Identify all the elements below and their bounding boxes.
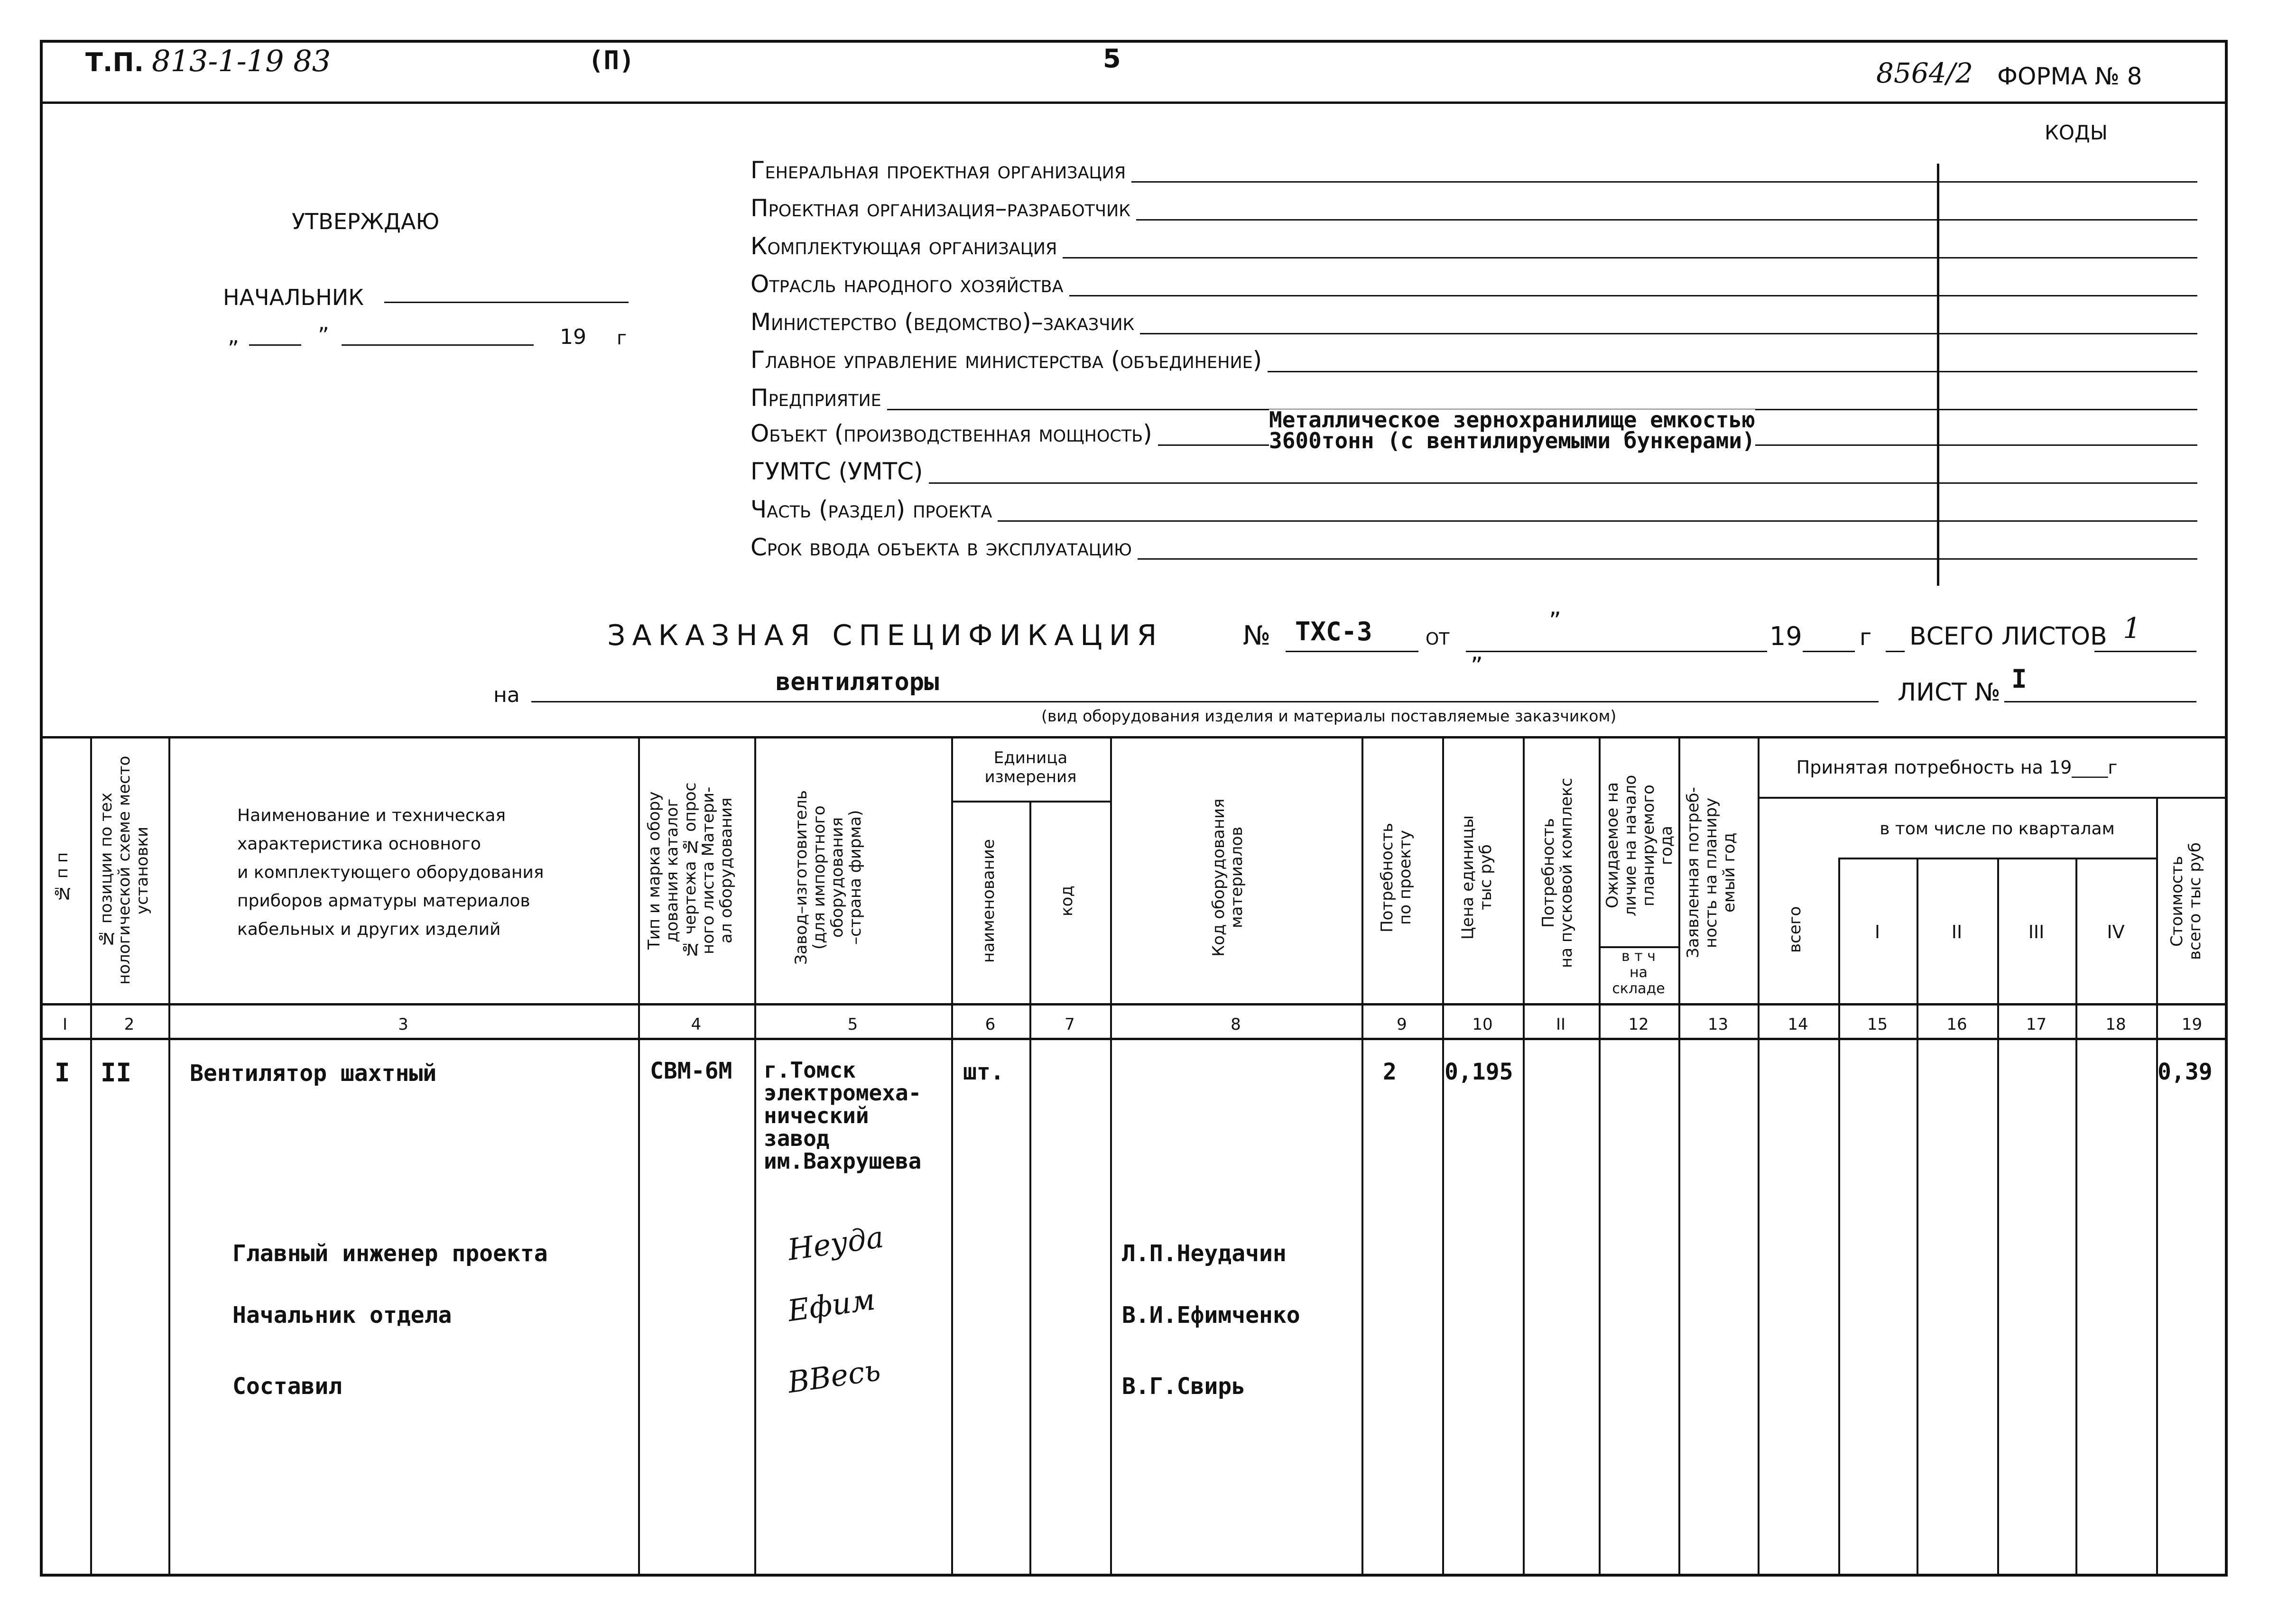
signature-name: В.Г.Свирь bbox=[1122, 1373, 1246, 1400]
hdr-unit bbox=[951, 748, 1110, 786]
table-header-bottom bbox=[40, 1003, 2228, 1006]
hdr-c5-line: оборудования bbox=[828, 817, 847, 938]
sheets-line bbox=[2094, 651, 2196, 652]
codes-divider bbox=[1937, 164, 1939, 586]
column-number: 12 bbox=[1628, 1015, 1649, 1034]
signature-name: В.И.Ефимченко bbox=[1122, 1302, 1300, 1329]
row-maker bbox=[764, 1059, 921, 1172]
column-number: 4 bbox=[691, 1015, 702, 1034]
hdr-c12-line: года bbox=[1657, 826, 1676, 866]
spec-date-line bbox=[1466, 651, 1767, 652]
spec-title: ЗАКАЗНАЯ СПЕЦИФИКАЦИЯ bbox=[607, 619, 1164, 652]
hdr-c13-line: емый год bbox=[1720, 832, 1739, 913]
hdr-c5 bbox=[792, 759, 916, 996]
row-maker-line: электромеха- bbox=[764, 1080, 922, 1106]
row-price: 0,195 bbox=[1445, 1059, 1513, 1085]
hdr-c10-line: тыс руб bbox=[1476, 844, 1495, 911]
hdr-c9-line: по проекту bbox=[1396, 830, 1415, 925]
signature-role: Составил bbox=[232, 1373, 343, 1400]
column-number: 8 bbox=[1231, 1015, 1241, 1034]
field-value: Металлическое зернохранилище емкостью bbox=[1269, 407, 1755, 433]
column-number: II bbox=[1556, 1015, 1566, 1034]
col-line bbox=[754, 736, 756, 1577]
hdr-c19-line: всего тыс руб bbox=[2186, 842, 2204, 960]
hdr-c11 bbox=[1539, 749, 1587, 996]
field-label: Объект (производственная мощность) bbox=[750, 420, 1158, 447]
signature-name: Л.П.Неудачин bbox=[1122, 1240, 1287, 1267]
hdr-quarters: в том числе по кварталам bbox=[1880, 819, 2115, 839]
hdr-c8-line: материалов bbox=[1227, 826, 1246, 929]
hdr-c8-line: Код оборудования bbox=[1209, 798, 1228, 957]
hdr-c14: всего bbox=[1786, 906, 1805, 953]
hdr-c11-line: на пусковой комплекс bbox=[1557, 777, 1576, 968]
field-label: Проектная организация–разработчик bbox=[750, 194, 1136, 222]
hdr-c13-line: ность на планиру bbox=[1702, 797, 1721, 948]
column-number: 19 bbox=[2181, 1015, 2203, 1034]
col-line bbox=[1442, 736, 1444, 1577]
hdr-c5-line: (для импортного bbox=[810, 805, 829, 950]
spec-no-value[interactable]: ТХС-3 bbox=[1295, 617, 1372, 646]
approve-chief: НАЧАЛЬНИК bbox=[223, 285, 364, 310]
column-number: 5 bbox=[847, 1015, 858, 1034]
col-line bbox=[1599, 736, 1601, 1577]
hdr-c4-line: ал оборудования bbox=[717, 797, 736, 943]
hdr-accepted: Принятая потребность на 19____г bbox=[1796, 757, 2118, 778]
hdr-c19-line: Стоимость bbox=[2167, 856, 2186, 947]
col-line bbox=[1110, 736, 1112, 1577]
row-unit: шт. bbox=[963, 1059, 1004, 1085]
hdr-c4-line: № чертежа № опрос bbox=[681, 782, 700, 959]
hdr-c12-line: личие на начало bbox=[1621, 775, 1640, 916]
hdr-unit-line: измерения bbox=[984, 767, 1077, 786]
day-line bbox=[249, 344, 301, 346]
hdr-c8 bbox=[1210, 759, 1257, 996]
na-value[interactable]: вентиляторы bbox=[776, 668, 939, 696]
hdr-quarter: III bbox=[2028, 922, 2045, 942]
hdr-unit-line: Единица bbox=[993, 748, 1068, 767]
accepted-divider bbox=[1758, 797, 2228, 799]
quote-open: „ bbox=[228, 323, 239, 348]
column-number: 13 bbox=[1707, 1015, 1729, 1034]
sheets-value: 1 bbox=[2123, 612, 2141, 645]
row-pos: II bbox=[101, 1058, 132, 1088]
hdr-c13 bbox=[1684, 749, 1753, 996]
spec-ot: от bbox=[1426, 622, 1450, 651]
hdr-c13-line: Заявленная потреб- bbox=[1684, 787, 1703, 959]
col-line bbox=[1029, 802, 1031, 1577]
chief-line bbox=[384, 302, 629, 303]
field-label: Отрасль народного хозяйства bbox=[750, 270, 1069, 298]
hdr-c12-line: планируемого bbox=[1639, 784, 1658, 906]
column-number: 14 bbox=[1787, 1015, 1808, 1034]
signature-role: Главный инженер проекта bbox=[232, 1240, 548, 1267]
hdr-c10-line: Цена единицы bbox=[1458, 815, 1477, 940]
spec-quote-1: ” bbox=[1549, 607, 1561, 635]
col-line bbox=[1758, 736, 1760, 1577]
signature-scribble: Неуда bbox=[785, 1219, 886, 1267]
hdr-c4-line: Тип и марка обору bbox=[645, 791, 664, 950]
col-line bbox=[2075, 858, 2077, 1577]
row-maker-line: нический bbox=[764, 1103, 869, 1128]
approve-g: г bbox=[617, 327, 627, 349]
hdr-c3-line: приборов арматуры материалов bbox=[237, 891, 530, 911]
approve-title: УТВЕРЖДАЮ bbox=[292, 209, 440, 234]
spec-no-label: № bbox=[1243, 620, 1271, 651]
field-label: Предприятие bbox=[750, 384, 887, 412]
quote-close: ” bbox=[318, 323, 329, 348]
row-qty: 2 bbox=[1383, 1059, 1397, 1085]
field-label: Министерство (ведомство)–заказчик bbox=[750, 308, 1140, 336]
doc-number: 8564/2 bbox=[1876, 57, 1973, 89]
hdr-c5-line: –страна фирма) bbox=[846, 810, 865, 945]
column-number: 10 bbox=[1472, 1015, 1493, 1034]
spec-quote-2: ” bbox=[1471, 652, 1483, 680]
spec-caption: (вид оборудования изделия и материалы поставляемые заказчиком) bbox=[1041, 707, 1617, 725]
spec-year: 19 bbox=[1769, 621, 1802, 651]
quarters-divider bbox=[1838, 858, 2156, 859]
column-number: 15 bbox=[1867, 1015, 1888, 1034]
row-maker-line: завод bbox=[764, 1126, 830, 1151]
hdr-c10 bbox=[1459, 759, 1506, 996]
page-number: 5 bbox=[1103, 44, 1121, 74]
tp-number: 813-1-19 83 bbox=[152, 44, 331, 78]
hdr-c1: № п п bbox=[53, 852, 72, 903]
col-line bbox=[2156, 797, 2158, 1577]
hdr-c12b-line: в т ч bbox=[1621, 948, 1656, 965]
hdr-c3-line: кабельных и других изделий bbox=[237, 920, 501, 939]
hdr-quarter: I bbox=[1874, 922, 1880, 942]
row-n: I bbox=[55, 1058, 70, 1088]
col-line bbox=[951, 736, 953, 1577]
column-number: 18 bbox=[2105, 1015, 2126, 1034]
hdr-c9 bbox=[1378, 759, 1426, 996]
signature-role: Начальник отдела bbox=[232, 1302, 452, 1329]
hdr-c19 bbox=[2168, 806, 2220, 996]
top-strip-divider bbox=[40, 102, 2228, 104]
unit-divider bbox=[951, 801, 1110, 803]
hdr-c3-line: характеристика основного bbox=[237, 834, 481, 854]
row-cost: 0,39 bbox=[2158, 1059, 2213, 1085]
list-line bbox=[2004, 701, 2196, 702]
sheets-dash bbox=[1886, 651, 1905, 652]
hdr-c4-line: дования каталог bbox=[663, 798, 682, 942]
field-value-2: 3600тонн (с вентилируемыми бункерами) bbox=[1269, 428, 1755, 453]
hdr-c4 bbox=[645, 742, 750, 998]
na-line bbox=[531, 701, 1879, 702]
col-line bbox=[638, 736, 640, 1577]
field-label: ГУМТС (УМТС) bbox=[750, 458, 929, 485]
hdr-c9-line: Потребность bbox=[1378, 822, 1397, 932]
row-maker-line: г.Томск bbox=[764, 1057, 856, 1083]
hdr-c4-line: ного листа Матери- bbox=[699, 786, 718, 954]
field-label: Главное управление министерства (объединение) bbox=[750, 346, 1268, 374]
hdr-c3 bbox=[237, 802, 626, 944]
field-value-block bbox=[1269, 409, 1755, 451]
field-line[interactable] bbox=[750, 482, 2197, 484]
col-line bbox=[90, 736, 92, 1577]
list-value: I bbox=[2011, 664, 2027, 694]
list-label: ЛИСТ № bbox=[1898, 678, 2000, 707]
hdr-quarter: IV bbox=[2107, 922, 2125, 942]
hdr-c5-line: Завод–изготовитель bbox=[792, 790, 811, 965]
hdr-c12b-line: складе bbox=[1612, 980, 1665, 997]
approve-year: 19 bbox=[560, 325, 586, 349]
month-line bbox=[342, 344, 534, 346]
mark: (П) bbox=[588, 46, 635, 75]
hdr-c12-line: Ожидаемое на bbox=[1603, 782, 1622, 909]
row-name: Вентилятор шахтный bbox=[190, 1060, 437, 1087]
column-number: 2 bbox=[124, 1015, 135, 1034]
table-numrow-bottom bbox=[40, 1038, 2228, 1040]
field-label: Комплектующая организация bbox=[750, 232, 1063, 260]
hdr-c2: № позиции по тех нологической схеме место установки bbox=[97, 756, 152, 985]
row-type: СВМ-6М bbox=[650, 1058, 732, 1084]
col-line bbox=[1997, 858, 1999, 1577]
signature-scribble: ВВесь bbox=[785, 1352, 883, 1400]
field-label: Часть (раздел) проекта bbox=[750, 496, 998, 523]
sheets-label: ВСЕГО ЛИСТОВ bbox=[1909, 622, 2107, 651]
hdr-quarter: II bbox=[1951, 922, 1963, 942]
hdr-c6: наименование bbox=[979, 839, 998, 963]
row-maker-line: им.Вахрушева bbox=[764, 1148, 922, 1174]
column-number: 6 bbox=[985, 1015, 996, 1034]
hdr-c11-line: Потребность bbox=[1539, 818, 1558, 928]
form-label: ФОРМА № 8 bbox=[1997, 63, 2142, 90]
col-line bbox=[1838, 858, 1840, 1577]
hdr-c12b-line: на bbox=[1630, 964, 1648, 981]
column-number: I bbox=[62, 1015, 68, 1034]
field-label: Срок ввода объекта в эксплуатацию bbox=[750, 534, 1138, 561]
column-number: 16 bbox=[1946, 1015, 1967, 1034]
hdr-c7: код bbox=[1057, 886, 1076, 917]
column-number: 7 bbox=[1065, 1015, 1075, 1034]
column-number: 17 bbox=[2026, 1015, 2047, 1034]
col-line bbox=[1678, 736, 1680, 1577]
signature-scribble: Ефим bbox=[785, 1282, 878, 1329]
codes-label: КОДЫ bbox=[2045, 121, 2108, 144]
col-line bbox=[1917, 858, 1918, 1577]
column-number: 9 bbox=[1397, 1015, 1407, 1034]
table-top bbox=[40, 736, 2228, 738]
col-line bbox=[1361, 736, 1363, 1577]
na-label: на bbox=[493, 683, 520, 707]
field-label: Генеральная проектная организация bbox=[750, 157, 1131, 184]
col-line bbox=[168, 736, 170, 1577]
spec-g: г bbox=[1860, 624, 1872, 651]
spec-year-line bbox=[1803, 651, 1855, 652]
hdr-c12 bbox=[1603, 749, 1675, 941]
hdr-c12b bbox=[1599, 949, 1678, 997]
hdr-c3-line: Наименование и техническая bbox=[237, 806, 506, 825]
tp-label: Т.П. bbox=[85, 47, 144, 77]
col-line bbox=[1523, 736, 1525, 1577]
column-number: 3 bbox=[398, 1015, 408, 1034]
hdr-c3-line: и комплектующего оборудования bbox=[237, 863, 544, 882]
spec-no-line bbox=[1286, 651, 1418, 652]
